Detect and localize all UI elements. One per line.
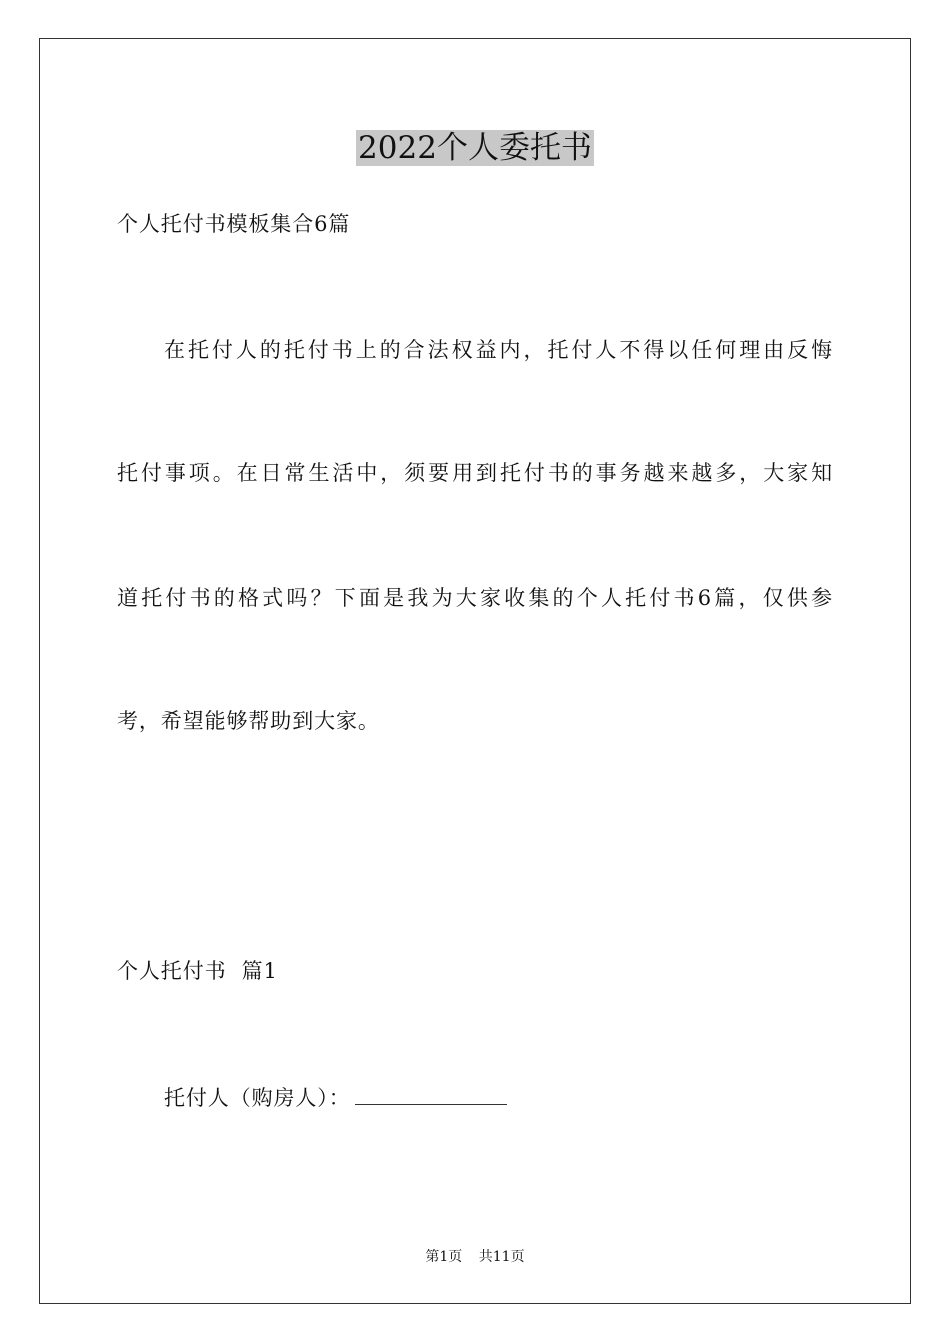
client-field (164, 1082, 507, 1113)
page-total: 共11页 (478, 1249, 525, 1265)
section-heading: 个人托付书 篇1 (117, 959, 278, 983)
subtitle: 个人托付书模板集合6篇 (117, 212, 351, 236)
client-field-label: 托付人（购房人）： (164, 1086, 351, 1110)
page-number: 第1页 (425, 1249, 463, 1265)
page-footer (0, 1248, 950, 1266)
intro-line-1: 在托付人的托付书上的合法权益内，托付人不得以任何理由反悔 (164, 338, 833, 362)
document-title (0, 126, 950, 170)
client-field-blank (355, 1082, 507, 1105)
title-text: 2022个人委托书 (358, 130, 592, 166)
intro-line-2: 托付事项。在日常生活中，须要用到托付书的事务越来越多，大家知 (117, 461, 833, 485)
intro-line-4: 考，希望能够帮助到大家。 (117, 709, 380, 733)
intro-line-3: 道托付书的格式吗？下面是我为大家收集的个人托付书6篇，仅供参 (117, 586, 833, 610)
